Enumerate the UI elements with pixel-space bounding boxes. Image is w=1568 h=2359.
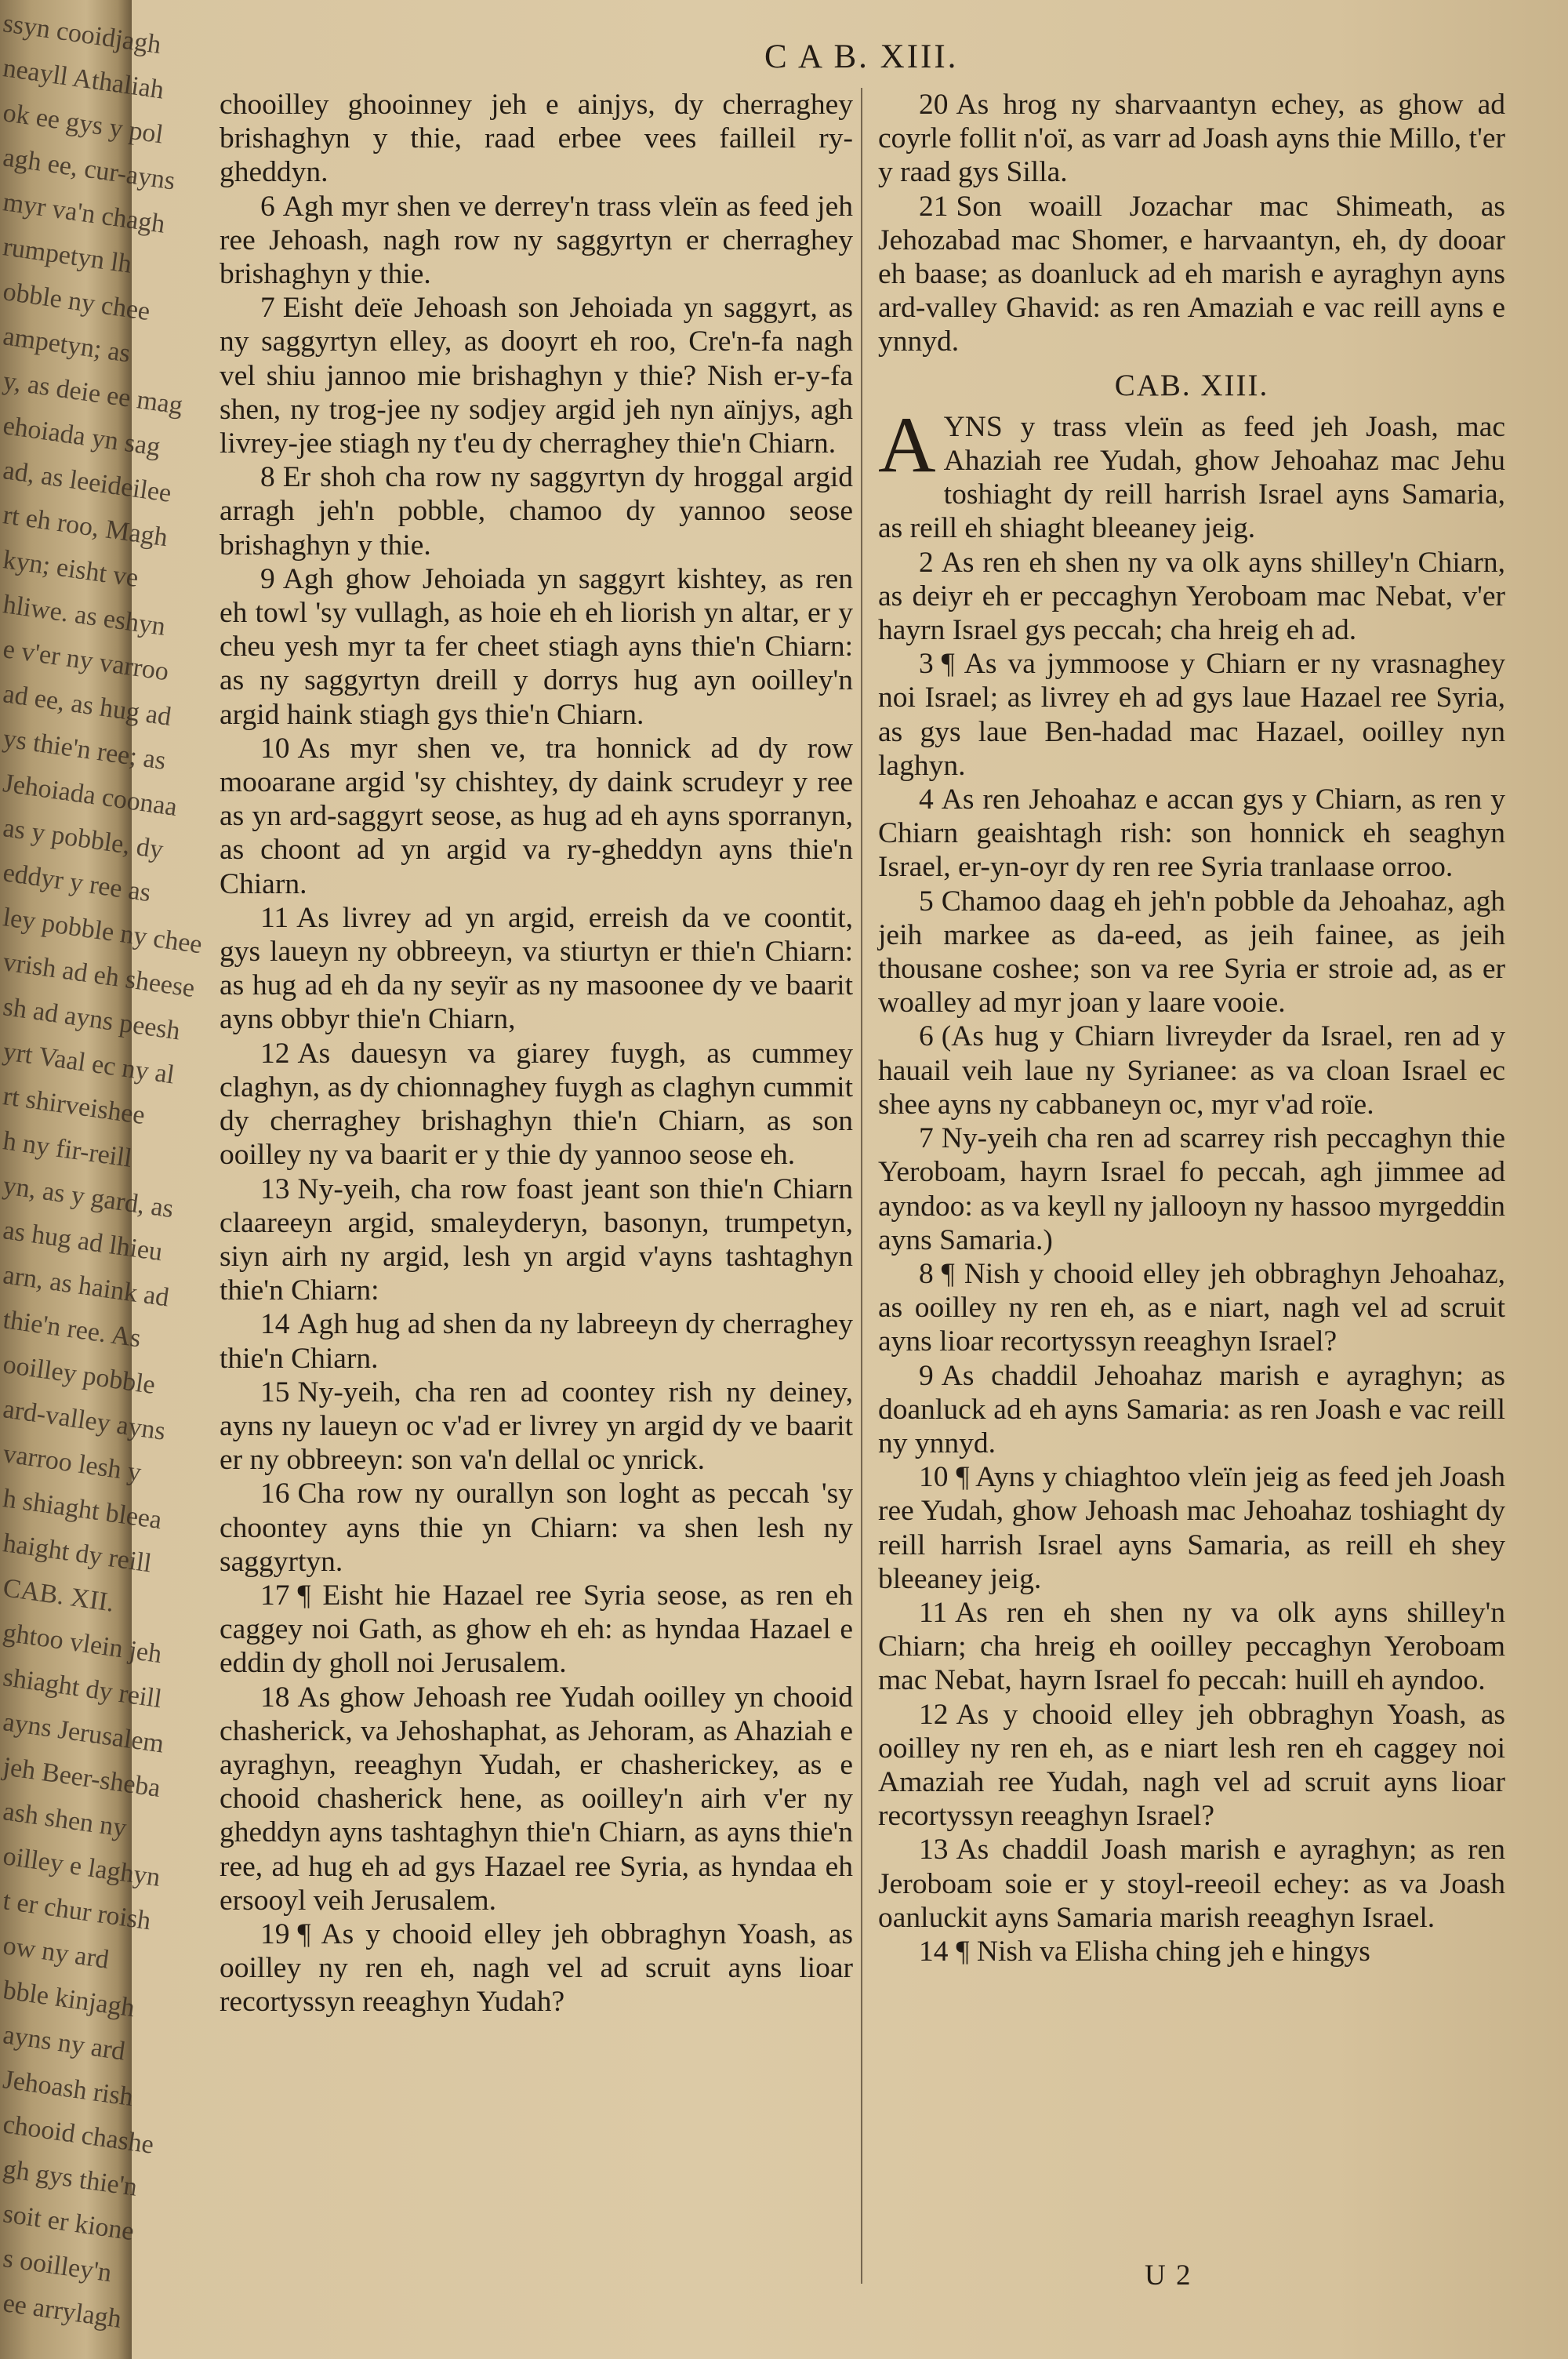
- facing-page-fragment: ad, as leeideilee: [1, 456, 173, 508]
- verse-text: Agh hug ad shen da ny labreeyn dy cherraghey thie'n Chiarn.: [220, 1308, 853, 1375]
- facing-page-fragment: kyn; eisht ve: [1, 545, 140, 594]
- verse-text: As ren Jehoahaz e accan gys y Chiarn, as ren y Chiarn geaishtagh rish: son honnick eh seaghyn Israel, er-yn-oyr dy ren ree Syria tranlaase orroo.: [878, 783, 1505, 884]
- verse-number: 10: [260, 732, 290, 765]
- verse-text: As chaddil Jehoahaz marish e ayraghyn; as doanluck ad eh ayns Samaria: as ren Joash e vac reill ny ynnyd.: [878, 1359, 1505, 1459]
- verse-number: 17: [260, 1579, 290, 1612]
- verse-text: Cha row ny ourallyn son loght as peccah 'sy choontey ayns thie yn Chiarn: va shen lesh ny saggyrtyn.: [220, 1478, 853, 1578]
- verse-number: 18: [260, 1681, 290, 1714]
- left-column: [220, 88, 853, 2019]
- verse-text: ¶ Eisht hie Hazael ree Syria seose, as ren eh caggey noi Gath, as ghow eh eh: as hyndaa Hazael e eddin dy gholl noi Jerusalem.: [220, 1579, 853, 1680]
- verse-number: 13: [260, 1172, 290, 1205]
- drop-cap: A: [878, 400, 936, 489]
- verse-paragraph: [878, 1257, 1505, 1359]
- verse-text: As livrey ad yn argid, erreish da ve coontit, gys laueyn ny obbreeyn, va stiurtyn er thie'n Chiarn: as hug ad eh da ny seyïr as ny masoonee dy ve baarit ayns obbyr thie'n Chiarn,: [220, 901, 853, 1036]
- right-column-top-verses: [878, 88, 1505, 359]
- page-header: [0, 38, 1568, 85]
- verse-number: 14: [919, 1935, 949, 1968]
- verse-paragraph: [878, 1698, 1505, 1834]
- verse-number: 12: [260, 1037, 290, 1070]
- verse-text: As dauesyn va giarey fuygh, as cummey claghyn, as dy chionnaghey fuygh as claghyn cummit dy cherraghey brishaghyn thie'n Chiarn, as son ooilley ny va baarit er y thie dy yannoo seose eh.: [220, 1037, 853, 1172]
- verse-text: Agh ghow Jehoiada yn saggyrt kishtey, as ren eh towl 'sy vullagh, as hoie eh eh liorish yn altar, er y cheu yesh myr ta fer cheet stiagh ayns thie'n Chiarn: as ny saggyrtyn dreill y dorrys hug ayn ooilley'n argid haink stiagh gys thie'n Chiarn.: [220, 562, 853, 731]
- verse-number: 19: [260, 1917, 290, 1950]
- verse-text: Eisht deïe Jehoash son Jehoiada yn saggyrt, as ny saggyrtyn elley, as dooyrt eh roo, Cre'n-fa nagh vel shiu jannoo mie brishaghyn y thie? Nish er-y-fa shen, ny trog-jee ny sodjey argid jeh nyn aïnjys, agh livrey-jee stiagh ny t'eu dy cherraghey thie'n Chiarn.: [220, 292, 853, 460]
- verse-text: ¶ Ayns y chiaghtoo vleïn jeig as feed jeh Joash ree Yudah, ghow Jehoash mac Jehoahaz toshiaght dy reill harrish Israel ayns Samaria, as reill eh shey bleeaney jeig.: [878, 1461, 1505, 1595]
- verse-text: As ren eh shen ny va olk ayns shilley'n Chiarn, as deiyr eh er peccaghyn Yeroboam mac Nebat, v'er hayrn Israel gys peccah; cha hreig eh ad.: [878, 546, 1505, 647]
- facing-page-gutter: [0, 0, 205, 2359]
- verse-text: Ny-yeih cha ren ad scarrey rish peccaghyn thie Yeroboam, hayrn Israel fo peccah, agh jimmee ad ayndoo: as va keyll ny jallooyn ny hassoo myrgeddin ayns Samaria.): [878, 1122, 1505, 1256]
- verse-paragraph: [878, 1121, 1505, 1257]
- facing-page-fragment: eddyr y ree as: [1, 858, 153, 908]
- verse-paragraph: [220, 732, 853, 901]
- running-head: C A B. XIII.: [764, 38, 959, 75]
- verse-number: 11: [260, 901, 289, 934]
- continued-paragraph: [220, 88, 853, 190]
- verse-number: 7: [260, 292, 275, 325]
- facing-page-fragment: ssyn cooidjagh: [1, 9, 163, 60]
- facing-page-fragment: vrish ad eh sheese: [1, 947, 197, 1004]
- chapter-heading: CAB. XIII.: [1114, 368, 1269, 402]
- right-column-verses: [878, 546, 1505, 1969]
- facing-page-fragment: varroo lesh y: [1, 1439, 143, 1488]
- verse-paragraph: [220, 1681, 853, 1917]
- verse-number: 14: [260, 1308, 290, 1341]
- facing-page-fragment: ley pobble ny chee: [1, 903, 205, 960]
- chapter-first-paragraph: [878, 400, 1505, 546]
- verse-paragraph: [220, 1037, 853, 1172]
- verse-text: ¶ Nish y chooid elley jeh obbraghyn Jehoahaz, as ooilley ny ren eh, as e niart, nagh vel ad scruit ayns lioar recortyssyn reeaghyn Israel?: [878, 1257, 1505, 1358]
- facing-page-fragment: ee arrylagh: [1, 2288, 124, 2334]
- facing-page-fragment: ard-valley ayns: [1, 1394, 168, 1446]
- facing-page-fragment: rt shirveishee: [1, 1081, 147, 1131]
- facing-page-fragment: y, as deie ee mag: [1, 366, 185, 420]
- verse-paragraph: [220, 1376, 853, 1478]
- facing-page-fragment: myr va'n chagh: [1, 187, 167, 239]
- verse-number: 8: [260, 461, 275, 494]
- verse-paragraph: [878, 190, 1505, 359]
- verse-number: 16: [260, 1478, 290, 1510]
- verse-number: 9: [919, 1359, 934, 1392]
- facing-page-fragment: neayll Athaliah: [1, 53, 166, 105]
- facing-page-fragment: ayns Jerusalem: [1, 1707, 166, 1759]
- verse-text: As hrog ny sharvaantyn echey, as ghow ad coyrle follit n'oï, as varr ad Joash ayns thie Millo, t'er y raad gys Silla.: [878, 89, 1505, 189]
- verse-paragraph: [878, 1460, 1505, 1596]
- verse-text: Agh myr shen ve derrey'n trass vleïn as feed jeh ree Jehoash, nagh row ny saggyrtyn er cherraghey brishaghyn y thie.: [220, 190, 853, 291]
- verse-text: Son woaill Jozachar mac Shimeath, as Jehozabad mac Shomer, e harvaantyn, eh, dy dooar eh baase; as doanluck ad eh marish e ayraghyn ayns ard-valley Ghavid: as ren Amaziah e vac reill ayns e ynnyd.: [878, 190, 1505, 358]
- facing-page-fragment: ys thie'n ree; as: [1, 724, 168, 776]
- verse-paragraph: [878, 1935, 1505, 1968]
- verse-text: Ny-yeih, cha ren ad coontey rish ny deiney, ayns ny laueyn oc v'ad er livrey yn argid dy ve baarit er ny obbreeyn: son va'n dellal oc ynrick.: [220, 1376, 853, 1477]
- facing-page-fragment: ok ee gys y pol: [1, 98, 165, 150]
- verse-paragraph: [220, 1307, 853, 1375]
- verse-paragraph: [878, 885, 1505, 1020]
- verse-paragraph: [220, 562, 853, 732]
- verse-number: 15: [260, 1376, 290, 1408]
- facing-page-fragment: ad ee, as hug ad: [1, 679, 173, 732]
- verse-number: 9: [260, 562, 275, 595]
- verse-text: Er shoh cha row ny saggyrtyn dy hroggal argid arragh jeh'n pobble, chamoo dy yannoo seose brishaghyn y thie.: [220, 461, 853, 562]
- facing-page-fragment: shiaght dy reill: [1, 1663, 164, 1714]
- facing-page-fragment: soit er kione: [1, 2199, 136, 2247]
- verse-text: As ghow Jehoash ree Yudah ooilley yn chooid chasherick, va Jehoshaphat, as Jehoram, as Ahaziah e ayraghyn, reeaghyn Yudah, er chasherickey, as e chooid chasherick hene, as ooilley'n airh v'er ny gheddyn ayns tashtaghyn thie'n Chiarn, as ayns thie'n ree, ad hug eh ad gys Hazael ree Syria, as hyndaa eh ersooyl veih Jerusalem.: [220, 1681, 853, 1917]
- facing-page-fragment: ow ny ard: [1, 1931, 111, 1975]
- facing-page-fragment: s ooilley'n: [1, 2244, 114, 2288]
- verse-text: As ren eh shen ny va olk ayns shilley'n Chiarn; cha hreig eh ooilley peccaghyn Yeroboam mac Nebat, hayrn Israel fo peccah: huill eh ayndoo.: [878, 1596, 1505, 1697]
- facing-page-fragment: as y pobble, dy: [1, 813, 165, 865]
- facing-page-fragment: gh gys thie'n: [1, 2154, 140, 2202]
- verse-text: Chamoo daag eh jeh'n pobble da Jehoahaz, agh jeih markee as da-eed, as jeih fainee, as jeih thousane coshee; son va ree Syria er stroie ad, as er woalley ad myr joan y laare vooie.: [878, 885, 1505, 1020]
- verse-paragraph: [220, 291, 853, 460]
- verse-paragraph: [220, 901, 853, 1037]
- verse-number: 8: [919, 1257, 934, 1290]
- facing-page-fragment: CAB. XII.: [1, 1573, 116, 1618]
- verse-paragraph: [878, 1359, 1505, 1461]
- facing-page-fragment: yn, as y gard, as: [1, 1171, 176, 1224]
- facing-page-fragment: haight dy reill: [1, 1528, 154, 1579]
- verse-paragraph: [220, 1579, 853, 1681]
- verse-paragraph: [878, 647, 1505, 783]
- verse-number: 3: [919, 648, 934, 681]
- verse-paragraph: [878, 88, 1505, 190]
- facing-page-fragment: bble kinjagh: [1, 1976, 137, 2023]
- verse-paragraph: [878, 546, 1505, 648]
- verse-number: 10: [919, 1461, 949, 1494]
- facing-page-fragment: h shiaght bleea: [1, 1484, 164, 1536]
- facing-page-fragment: ehoiada yn sag: [1, 411, 162, 462]
- verse-text: As myr shen ve, tra honnick ad dy row mooarane argid 'sy chishtey, dy daink scrudeyr y ree as yn ard-saggyrt seose, as hug ad eh ayns sporranyn, as choont ad yn argid va ry-gheddyn ayns thie'n Chiarn.: [220, 732, 853, 900]
- facing-page-fragment: obble ny chee: [1, 277, 152, 327]
- verse-number: 11: [919, 1596, 948, 1629]
- verse-text: ¶ As va jymmoose y Chiarn er ny vrasnaghey noi Israel; as livrey eh ad gys laue Hazael ree Syria, as gys laue Ben-hadad mac Hazael, ooilley nyn laghyn.: [878, 648, 1505, 782]
- verse-number: 13: [919, 1834, 949, 1866]
- verse-text: (As hug y Chiarn livreyder da Israel, ren ad y hauail veih laue ny Syrianee: as va cloan Israel ec shee ayns ny cabbaneyn oc, myr v'ad roïe.: [878, 1020, 1505, 1121]
- column-rule: [861, 88, 862, 2284]
- facing-page-fragment: ayns ny ard: [1, 2020, 127, 2066]
- facing-page-fragment: arn, as haink ad: [1, 1260, 171, 1313]
- facing-page-fragment: h ny fir-reill: [1, 1126, 134, 1173]
- verse-number: 4: [919, 783, 934, 816]
- facing-page-fragment: rt eh roo, Magh: [1, 500, 170, 553]
- facing-page-fragment: rumpetyn lh: [1, 232, 134, 279]
- verse-text: ¶ As y chooid elley jeh obbraghyn Yoash, as ooilley ny ren eh, nagh vel ad scruit ayns lioar recortyssyn reeaghyn Yudah?: [220, 1917, 853, 2019]
- facing-page-fragment: hliwe. as eshyn: [1, 590, 168, 642]
- verse-number: 12: [919, 1698, 949, 1731]
- facing-page-fragment: sh ad ayns peesh: [1, 992, 182, 1046]
- verse-paragraph: [878, 1596, 1505, 1698]
- page-footer: [878, 2259, 1505, 2306]
- verse-paragraph: [878, 1020, 1505, 1121]
- right-column: [878, 88, 1505, 1968]
- verse-number: 6: [260, 190, 275, 223]
- facing-page-fragment: ash shen ny: [1, 1797, 129, 1843]
- verse-text: Ny-yeih, cha row foast jeant son thie'n Chiarn claareeyn argid, smaleyderyn, basonyn, trumpetyn, siyn airh ny argid, lesh yn argid v'ayns tashtaghyn thie'n Chiarn:: [220, 1172, 853, 1307]
- facing-page-fragment: t er chur roish: [1, 1886, 153, 1936]
- facing-page-fragment: yrt Vaal ec ny al: [1, 1037, 176, 1090]
- verse-number: 7: [919, 1122, 934, 1155]
- facing-page-fragment: ghtoo vlein jeh: [1, 1618, 164, 1670]
- verse-number: 2: [919, 546, 934, 579]
- verse-paragraph: [878, 1833, 1505, 1935]
- verse-paragraph: [220, 460, 853, 562]
- first-paragraph-text: YNS y trass vleïn as feed jeh Joash, mac Ahaziah ree Yudah, ghow Jehoahaz mac Jehu toshiaght dy reill harrish Israel ayns Samaria, as reill eh shiaght bleeaney jeig.: [878, 410, 1505, 545]
- verse-text: ¶ Nish va Elisha ching jeh e hingys: [956, 1935, 1370, 1968]
- facing-page-fragment: thie'n ree. As: [1, 1305, 143, 1354]
- verse-paragraph: [220, 1172, 853, 1308]
- verse-number: 20: [919, 89, 949, 121]
- facing-page-fragment: agh ee, cur-ayns: [1, 143, 177, 196]
- facing-page-fragment: ampetyn; as: [1, 322, 132, 369]
- verse-paragraph: [878, 783, 1505, 885]
- verse-number: 21: [919, 190, 949, 223]
- verse-number: 6: [919, 1020, 934, 1053]
- facing-page-fragment: jeh Beer-sheba: [1, 1752, 162, 1803]
- signature-mark: U 2: [1145, 2259, 1192, 2292]
- verse-text: As y chooid elley jeh obbraghyn Yoash, as ooilley ny ren eh, as e niart lesh ren eh caggey noi Amaziah ree Yudah, nagh vel ad scruit ayns lioar recortyssyn reeaghyn Israel?: [878, 1698, 1505, 1833]
- verse-paragraph: [220, 1917, 853, 2019]
- facing-page-fragment: oilley e laghyn: [1, 1841, 162, 1892]
- verse-paragraph: [220, 1477, 853, 1579]
- verse-text: As chaddil Joash marish e ayraghyn; as ren Jeroboam soie er y stoyl-reeoil echey: as va Joash oanluckit ayns Samaria marish reeaghyn Israel.: [878, 1834, 1505, 1934]
- verse-text: chooilley ghooinney jeh e ainjys, dy cherraghey brishaghyn y thie, raad erbee vees failleil ry-gheddyn.: [220, 89, 853, 189]
- verse-paragraph: [220, 190, 853, 292]
- facing-page-fragment: as hug ad lhieu: [1, 1216, 165, 1267]
- facing-page-fragment: chooid chashe: [1, 2110, 156, 2160]
- facing-page-fragment: ooilley pobble: [1, 1350, 158, 1401]
- verse-number: 5: [919, 885, 934, 918]
- facing-page-fragment: e v'er ny varroo: [1, 634, 171, 687]
- facing-page-fragment: Jehoash rish: [1, 2065, 136, 2113]
- facing-page-fragment: Jehoiada coonaa: [1, 769, 180, 822]
